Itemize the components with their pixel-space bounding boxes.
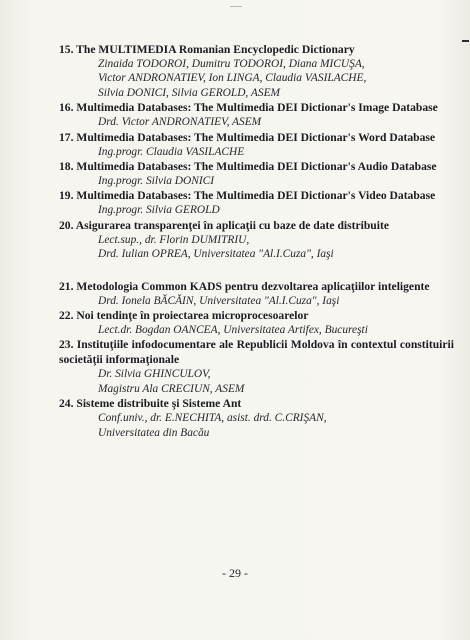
entry-author: Silvia DONICI, Silvia GEROLD, ASEM [98,86,281,99]
toc-entry [59,279,454,308]
entry-title: 17. Multimedia Databases: The Multimedia DEI Dictionar's Word Database [59,130,436,144]
entry-author: Drd. Iulian OPREA, Universitatea "Al.I.Cuza", Iaşi [98,248,334,261]
entry-author: Universitatea din Bacău [98,426,210,439]
entry-author: Conf.univ., dr. E.NECHITA, asist. drd. C.CRIŞAN, [98,412,327,425]
section-gap [59,262,454,279]
entry-author: Ing.progr. Silvia GEROLD [98,204,220,217]
toc-entry [59,396,454,440]
toc-entry [59,130,454,159]
entry-title: 23. Instituţiile infodocumentare ale Republicii Moldova în contextul constituirii societăţii informaţionale [59,338,454,367]
entry-title: 19. Multimedia Databases: The Multimedia DEI Dictionar's Video Database [59,189,436,203]
entry-title: 22. Noi tendinţe în proiectarea microprocesoarelor [59,309,309,323]
entry-author: Magistru Ala CRECIUN, ASEM [98,382,245,395]
entry-author: Ing.progr. Silvia DONICI [98,175,215,188]
toc-entry [59,188,454,217]
toc-entry [59,337,454,396]
entry-title: 21. Metodologia Common KADS pentru dezvoltarea aplicaţiilor inteligente [59,279,430,293]
toc-entry [59,218,454,262]
entry-title: 15. The MULTIMEDIA Romanian Encyclopedic Dictionary [59,43,355,56]
entry-title: 18. Multimedia Databases: The Multimedia DEI Dictionar's Audio Database [59,160,437,174]
toc-group-first [59,42,454,262]
toc-group-second [59,279,454,440]
toc-entry [59,308,454,337]
toc-entry [59,159,454,188]
toc-entry [59,100,454,129]
entry-author: Lect.dr. Bogdan OANCEA, Universitatea Artifex, Bucureşti [98,324,368,337]
entry-title: 24. Sisteme distribuite şi Sisteme Ant [59,397,242,411]
entry-author: Drd. Ionela BĂCĂIN, Universitatea "Al.I.Cuza", Iaşi [98,294,340,307]
scan-mark-top [230,6,242,7]
entry-author: Victor ANDRONATIEV, Ion LINGA, Claudia VASILACHE, [98,72,367,85]
page-number: - 29 - [222,566,248,580]
scan-mark-edge [462,40,469,42]
entry-author: Zinaida TODOROI, Dumitru TODOROI, Diana MICUŞA, [98,58,365,70]
entry-author: Lect.sup., dr. Florin DUMITRIU, [98,233,250,246]
entry-title: 20. Asigurarea transparenţei în aplicaţii cu baze de date distribuite [59,218,389,232]
entry-title: 16. Multimedia Databases: The Multimedia DEI Dictionar's Image Database [59,101,438,115]
entry-author: Ing.progr. Claudia VASILACHE [98,145,245,158]
entry-author: Dr. Silvia GHINCULOV, [98,368,211,381]
entry-author: Drd. Victor ANDRONATIEV, ASEM [98,116,262,129]
table-of-contents [59,42,454,440]
toc-entry [59,42,454,100]
